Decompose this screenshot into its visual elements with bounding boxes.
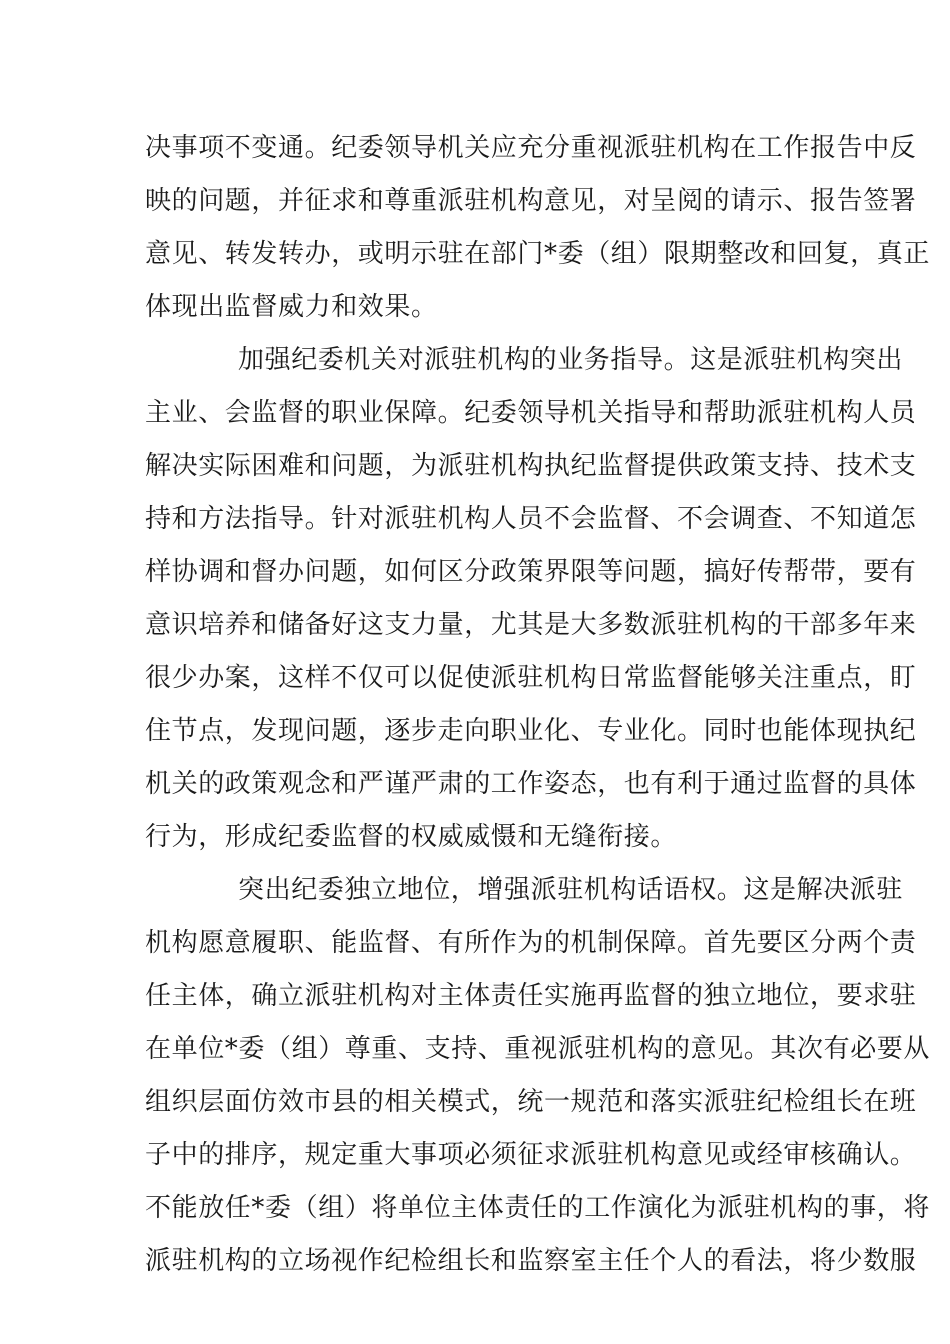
text-line: 解决实际困难和问题，为派驻机构执纪监督提供政策支持、技术支 — [145, 451, 917, 481]
text-line: 不能放任*委（组）将单位主体责任的工作演化为派驻机构的事，将 — [145, 1193, 931, 1223]
text-line: 样协调和督办问题，如何区分政策界限等问题，搞好传帮带，要有 — [145, 557, 917, 587]
paragraph-first-line: 加强纪委机关对派驻机构的业务指导。这是派驻机构突出 — [238, 345, 904, 375]
text-line: 住节点，发现问题，逐步走向职业化、专业化。同时也能体现执纪 — [145, 716, 917, 746]
text-line: 在单位*委（组）尊重、支持、重视派驻机构的意见。其次有必要从 — [145, 1034, 931, 1064]
text-line: 意见、转发转办，或明示驻在部门*委（组）限期整改和回复，真正 — [145, 239, 931, 269]
text-line: 行为，形成纪委监督的权威威慑和无缝衔接。 — [145, 822, 678, 852]
text-line: 持和方法指导。针对派驻机构人员不会监督、不会调查、不知道怎 — [145, 504, 917, 534]
text-line: 子中的排序，规定重大事项必须征求派驻机构意见或经审核确认。 — [145, 1140, 917, 1170]
text-line: 体现出监督威力和效果。 — [145, 292, 438, 322]
text-line: 组织层面仿效市县的相关模式，统一规范和落实派驻纪检组长在班 — [145, 1087, 917, 1117]
text-line: 机构愿意履职、能监督、有所作为的机制保障。首先要区分两个责 — [145, 928, 917, 958]
text-line: 任主体，确立派驻机构对主体责任实施再监督的独立地位，要求驻 — [145, 981, 917, 1011]
text-line: 派驻机构的立场视作纪检组长和监察室主任个人的看法，将少数服 — [145, 1246, 917, 1276]
text-line: 映的问题，并征求和尊重派驻机构意见，对呈阅的请示、报告签署 — [145, 186, 917, 216]
text-line: 决事项不变通。纪委领导机关应充分重视派驻机构在工作报告中反 — [145, 133, 917, 163]
text-line: 意识培养和储备好这支力量，尤其是大多数派驻机构的干部多年来 — [145, 610, 917, 640]
paragraph-first-line: 突出纪委独立地位，增强派驻机构话语权。这是解决派驻 — [238, 875, 904, 905]
text-line: 很少办案，这样不仅可以促使派驻机构日常监督能够关注重点，盯 — [145, 663, 917, 693]
text-line: 机关的政策观念和严谨严肃的工作姿态，也有利于通过监督的具体 — [145, 769, 917, 799]
text-line: 主业、会监督的职业保障。纪委领导机关指导和帮助派驻机构人员 — [145, 398, 917, 428]
